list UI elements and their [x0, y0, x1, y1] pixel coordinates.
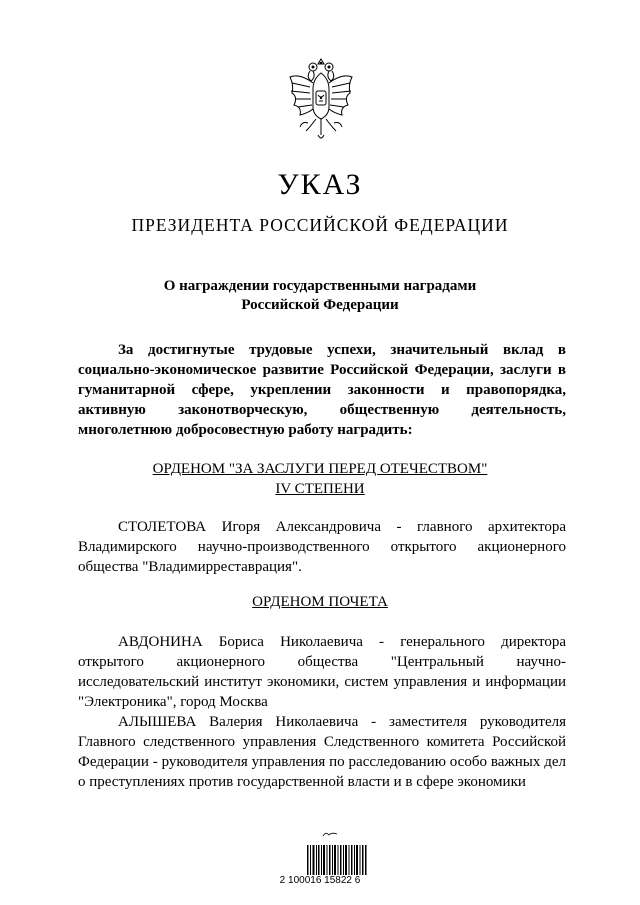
recipient-avdonin: АВДОНИНА Бориса Николаевича - генерального директора открытого акционерного общества "Центральный научно-исследовательский институт экономики, систем управления и информации "Электроника", город Москва — [78, 634, 566, 710]
order-merit-line-2: IV СТЕПЕНИ — [275, 481, 365, 497]
barcode — [307, 845, 367, 877]
recipient-alyshev: АЛЫШЕВА Валерия Николаевича - заместителя руководителя Главного следственного управления Следственного комитета Российской Федерации - руководителя управления по расследованию особо важных дел о преступлениях против государственной власти и в сфере экономики — [78, 714, 566, 790]
decree-subtitle: ПРЕЗИДЕНТА РОССИЙСКОЙ ФЕДЕРАЦИИ — [131, 215, 509, 235]
preamble: За достигнутые трудовые успехи, значительный вклад в социально-экономическое развитие Российской Федерации, заслуги в гуманитарной сфере, укреплении законности и правопорядка, активную законотворческую, общественную деятельность, многолетнюю добросовестную работу наградить: — [78, 342, 566, 438]
heading-line-1: О награждении государственными наградами — [163, 278, 477, 294]
order-honour-label: ОРДЕНОМ ПОЧЕТА — [252, 594, 388, 610]
decree-heading — [0, 277, 640, 315]
order-merit-heading — [0, 459, 640, 499]
heading-line-2: Российской Федерации — [241, 297, 399, 313]
decree-title: УКАЗ — [277, 168, 363, 201]
signature-mark — [322, 830, 338, 838]
barcode-number: 2 100016 15822 6 — [279, 875, 361, 886]
order-honour-heading — [0, 592, 640, 612]
recipient-stoletov: СТОЛЕТОВА Игоря Александровича - главного архитектора Владимирского научно-производственного открытого акционерного общества "Владимирреставрация". — [78, 519, 566, 575]
coat-of-arms-emblem — [280, 55, 362, 145]
order-merit-line-1: ОРДЕНОМ "ЗА ЗАСЛУГИ ПЕРЕД ОТЕЧЕСТВОМ" — [152, 461, 488, 477]
